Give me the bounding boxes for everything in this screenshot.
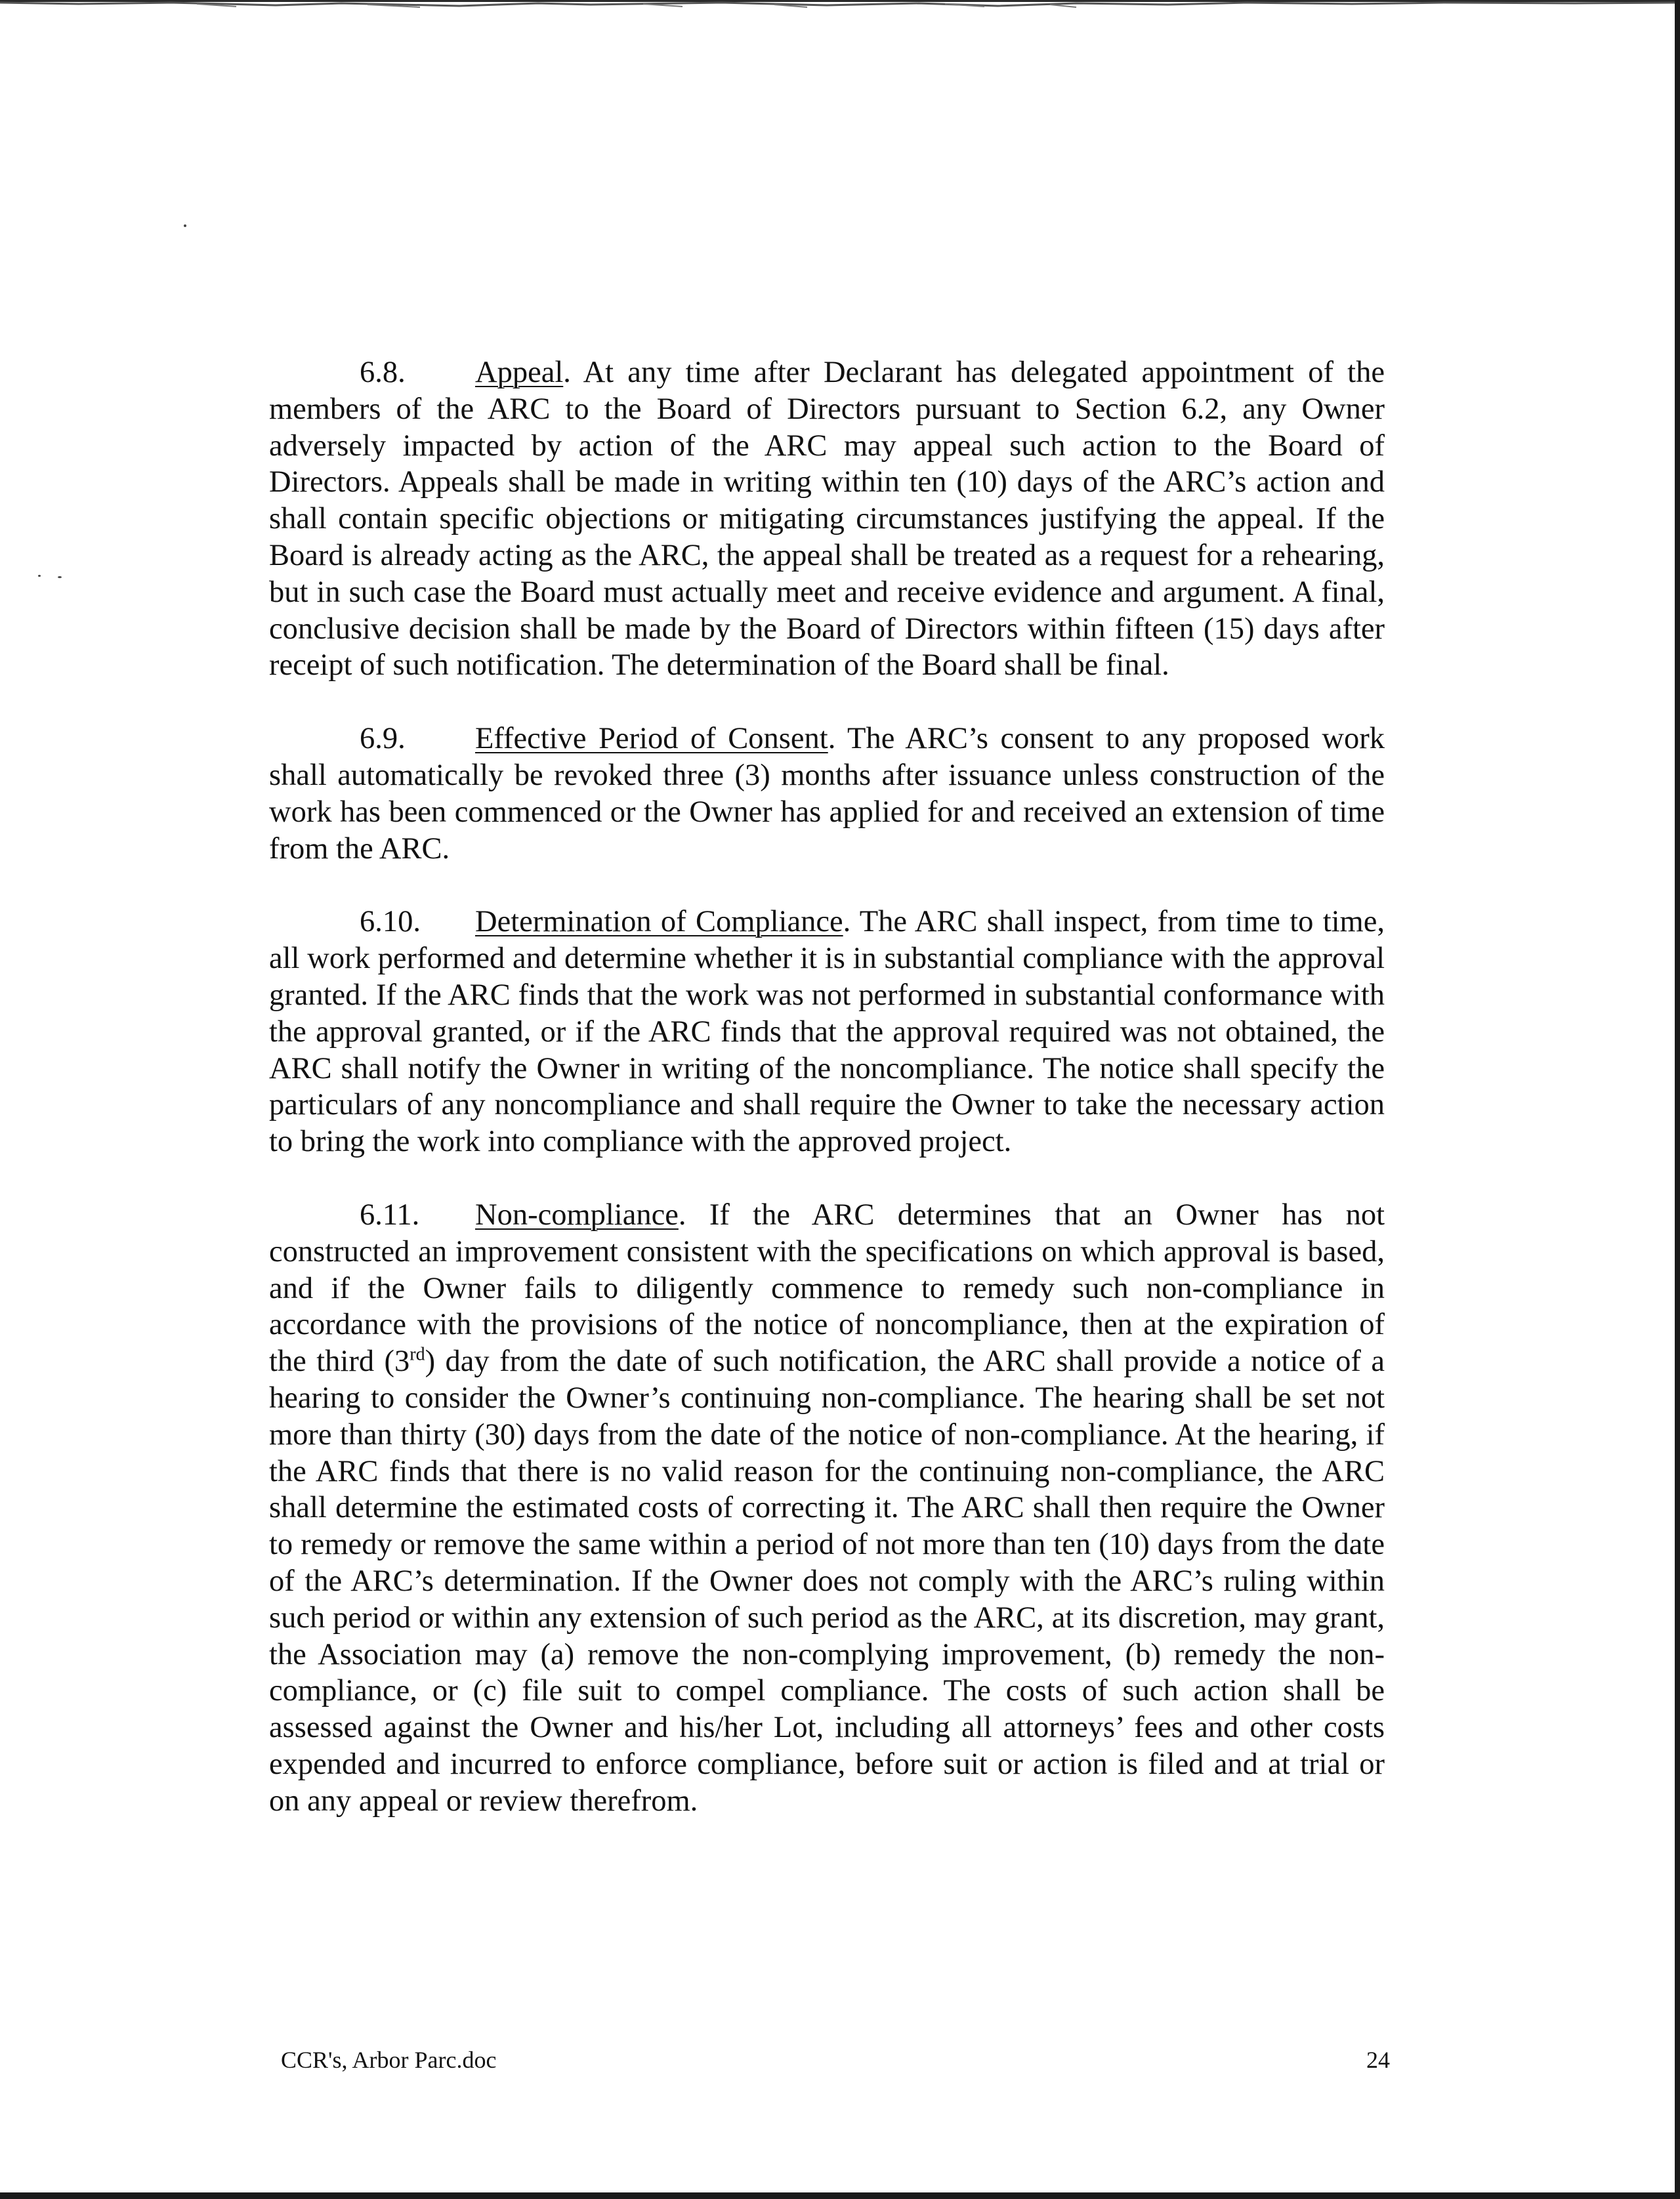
section-6-8 [269, 354, 1385, 684]
section-title: Non-compliance [475, 1198, 679, 1232]
section-title: Effective Period of Consent [475, 722, 828, 756]
section-number: 6.11. [360, 1198, 420, 1232]
section-number: 6.8. [360, 356, 406, 389]
section-text-part-2: ) day from the date of such notification, the ARC shall provide a notice of a hearing to consider the Owner’s continuing non-compliance. The hearing shall be set not more than thirty (30) days from the date of the notice of non-compliance. At the hearing, if the ARC finds that there is no valid reason for the continuing non-compliance, the ARC shall determine the estimated costs of correcting it. The ARC shall then require the Owner to remedy or remove the same within a period of not more than ten (10) days from the date of the ARC’s determination. If the Owner does not comply with the ARC’s ruling within such period or within any extension of such period as the ARC, at its discretion, may grant, the Association may (a) remove the non-complying improvement, (b) remedy the non-compliance, or (c) file suit to compel compliance. The costs of such action shall be assessed against the Owner and his/her Lot, including all attorneys’ fees and other costs expended and incurred to enforce compliance, before suit or action is filed and at trial or on any appeal or review therefrom. [269, 1345, 1385, 1818]
section-title: Determination of Compliance [475, 905, 843, 939]
scan-artifact-bottom [0, 2192, 1680, 2199]
section-text: . The ARC’s consent to any proposed work shall automatically be revoked three (3) months after issuance unless construction of the work has been commenced or the Owner has applied for and received an extension of time from the ARC. [269, 722, 1385, 866]
scan-artifact-top [0, 0, 1680, 9]
section-number: 6.9. [360, 722, 406, 756]
section-6-9 [269, 721, 1385, 867]
scan-artifact-right [1675, 0, 1680, 2199]
scan-speck [58, 576, 62, 578]
footer-filename: CCR's, Arbor Parc.doc [281, 2047, 497, 2073]
scan-speck [184, 224, 186, 227]
scan-speck [38, 575, 41, 577]
section-6-10 [269, 904, 1385, 1160]
document-body [269, 354, 1385, 1856]
ordinal-superscript: rd [410, 1344, 425, 1365]
section-title: Appeal [475, 356, 564, 389]
footer-page-number: 24 [1366, 2047, 1390, 2073]
section-number: 6.10. [360, 905, 421, 939]
section-text: . At any time after Declarant has delegated appointment of the members of the ARC to the Board of Directors pursuant to Section 6.2, any Owner adversely impacted by action of the ARC may appeal such action to the Board of Directors. Appeals shall be made in writing within ten (10) days of the ARC’s action and shall contain specific objections or mitigating circumstances justifying the appeal. If the Board is already acting as the ARC, the appeal shall be treated as a request for a rehearing, but in such case the Board must actually meet and receive evidence and argument. A final, conclusive decision shall be made by the Board of Directors within fifteen (15) days after receipt of such notification. The determination of the Board shall be final. [269, 356, 1385, 682]
section-text: . The ARC shall inspect, from time to time, all work performed and determine whether it is in substantial compliance with the approval granted. If the ARC finds that the work was not performed in substantial conformance with the approval granted, or if the ARC finds that the approval required was not obtained, the ARC shall notify the Owner in writing of the noncompliance. The notice shall specify the particulars of any noncompliance and shall require the Owner to take the necessary action to bring the work into compliance with the approved project. [269, 905, 1385, 1159]
section-6-11 [269, 1197, 1385, 1820]
section-text-part-1: . If the ARC determines that an Owner has not constructed an improvement consistent with the specifications on which approval is based, and if the Owner fails to diligently commence to remedy such non-compliance in accordance with the provisions of the notice of noncompliance, then at the expiration of the third (3 [269, 1198, 1385, 1379]
